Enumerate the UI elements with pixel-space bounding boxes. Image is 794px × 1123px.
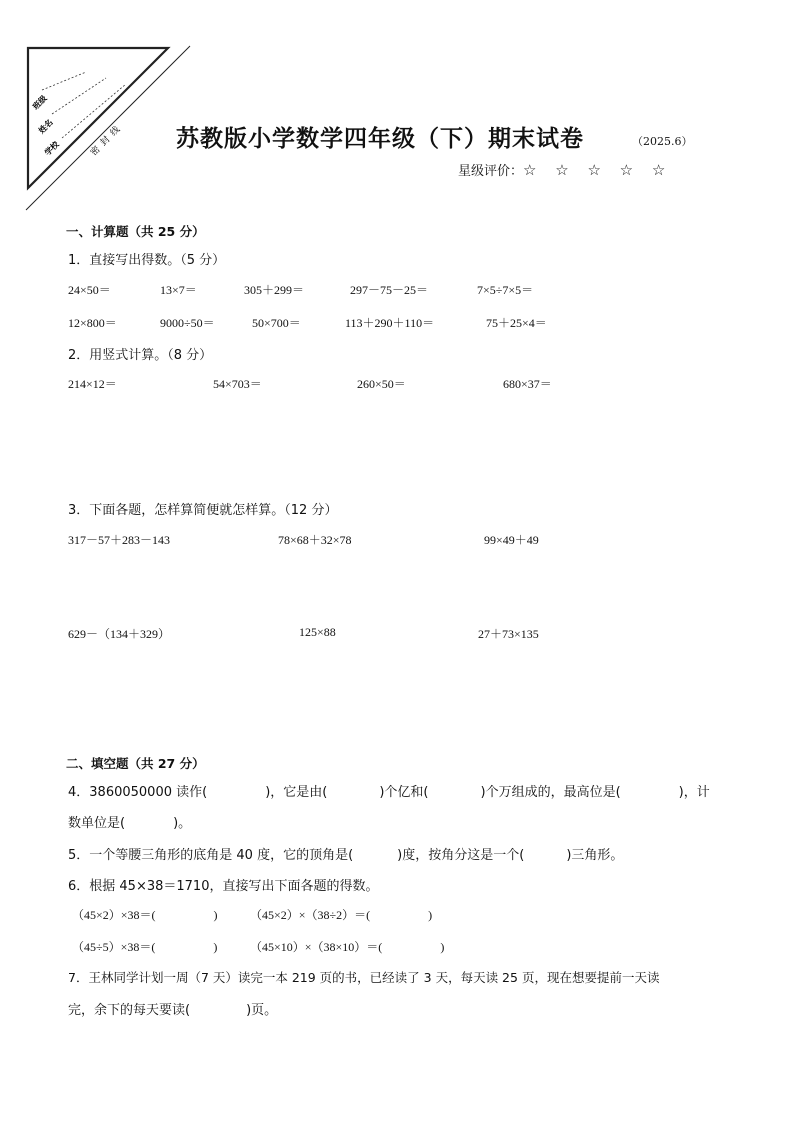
q5-text: )度，按角分这是一个( xyxy=(397,848,525,863)
q3-item: 125×88 xyxy=(299,625,336,639)
q2-item: 260×50＝ xyxy=(357,377,406,391)
q7-line1: 7．王林同学计划一周（7 天）读完一本 219 页的书，已经读了 3 天，每天读 25 页，现在想要提前一天读 xyxy=(68,970,660,985)
q6-label: 6．根据 45×38＝1710，直接写出下面各题的得数。 xyxy=(68,879,379,894)
q4-line2 xyxy=(68,812,191,831)
q6-close: ) xyxy=(428,908,433,922)
q2-item: 214×12＝ xyxy=(68,377,117,391)
corner-school-label: 学校 xyxy=(43,139,61,158)
q6-close: ) xyxy=(213,908,218,922)
star-rating xyxy=(458,160,672,179)
q5-text: 5．一个等腰三角形的底角是 40 度，它的顶角是( xyxy=(68,848,354,863)
q6-expr: （45×2）×（38÷2）＝( xyxy=(250,908,371,922)
q1-item: 297－75－25＝ xyxy=(350,283,429,297)
q2-item: 54×703＝ xyxy=(213,377,262,391)
q2-item: 680×37＝ xyxy=(503,377,552,391)
q6-item xyxy=(250,906,432,923)
exam-date: （2025.6） xyxy=(632,135,693,148)
q1-item: 13×7＝ xyxy=(160,283,197,297)
star-icon: ☆ ☆ ☆ ☆ ☆ xyxy=(523,161,673,179)
q4-text: )。 xyxy=(173,816,192,831)
q6-close: ) xyxy=(213,940,218,954)
q4-text: )，它是由( xyxy=(265,785,328,800)
q4-text: )个万组成的，最高位是( xyxy=(480,785,621,800)
q6-expr: （45×10）×（38×10）＝( xyxy=(250,940,383,954)
q3-item: 27＋73×135 xyxy=(478,627,539,641)
q4-text: )，计 xyxy=(678,785,710,800)
q7-text: 完，余下的每天要读( xyxy=(68,1003,191,1018)
q1-item: 24×50＝ xyxy=(68,283,111,297)
section2-heading: 二、填空题（共 27 分） xyxy=(66,756,205,771)
q6-item xyxy=(72,906,218,923)
q7-line2 xyxy=(68,999,277,1018)
q6-expr: （45÷5）×38＝( xyxy=(72,940,156,954)
q4-text: 4．3860050000 读作( xyxy=(68,785,208,800)
q7-text: )页。 xyxy=(246,1003,278,1018)
q3-item: 99×49＋49 xyxy=(484,533,539,547)
q5-text: )三角形。 xyxy=(566,848,624,863)
q1-item: 7×5÷7×5＝ xyxy=(477,283,534,297)
page-title: 苏教版小学数学四年级（下）期末试卷 xyxy=(176,126,584,152)
corner-name-label: 姓名 xyxy=(37,117,55,136)
corner-seal-line: 密封线 xyxy=(89,121,126,159)
rating-label: 星级评价： xyxy=(458,164,524,179)
q5 xyxy=(68,844,623,863)
q6-item xyxy=(72,938,217,955)
q3-item: 317－57＋283－143 xyxy=(68,533,171,547)
q3-item: 629－（134＋329） xyxy=(68,627,171,641)
q3-label: 3．下面各题，怎样算简便就怎样算。（12 分） xyxy=(68,503,338,518)
q1-item: 9000÷50＝ xyxy=(160,316,215,330)
q6-item xyxy=(250,938,444,955)
q6-expr: （45×2）×38＝( xyxy=(72,908,156,922)
corner-class-label: 班级 xyxy=(31,93,49,112)
q1-item: 113＋290＋110＝ xyxy=(345,316,435,330)
section1-heading: 一、计算题（共 25 分） xyxy=(66,224,205,239)
q4-text: 数单位是( xyxy=(68,816,126,831)
q1-item: 305＋299＝ xyxy=(244,283,305,297)
q1-label: 1．直接写出得数。（5 分） xyxy=(68,253,226,268)
q4-text: )个亿和( xyxy=(379,785,429,800)
q4-line1 xyxy=(68,781,710,800)
q2-label: 2．用竖式计算。（8 分） xyxy=(68,348,213,363)
q6-close: ) xyxy=(440,940,445,954)
q1-item: 75＋25×4＝ xyxy=(486,316,547,330)
q1-item: 50×700＝ xyxy=(252,316,301,330)
q3-item: 78×68＋32×78 xyxy=(278,533,352,547)
q1-item: 12×800＝ xyxy=(68,316,117,330)
